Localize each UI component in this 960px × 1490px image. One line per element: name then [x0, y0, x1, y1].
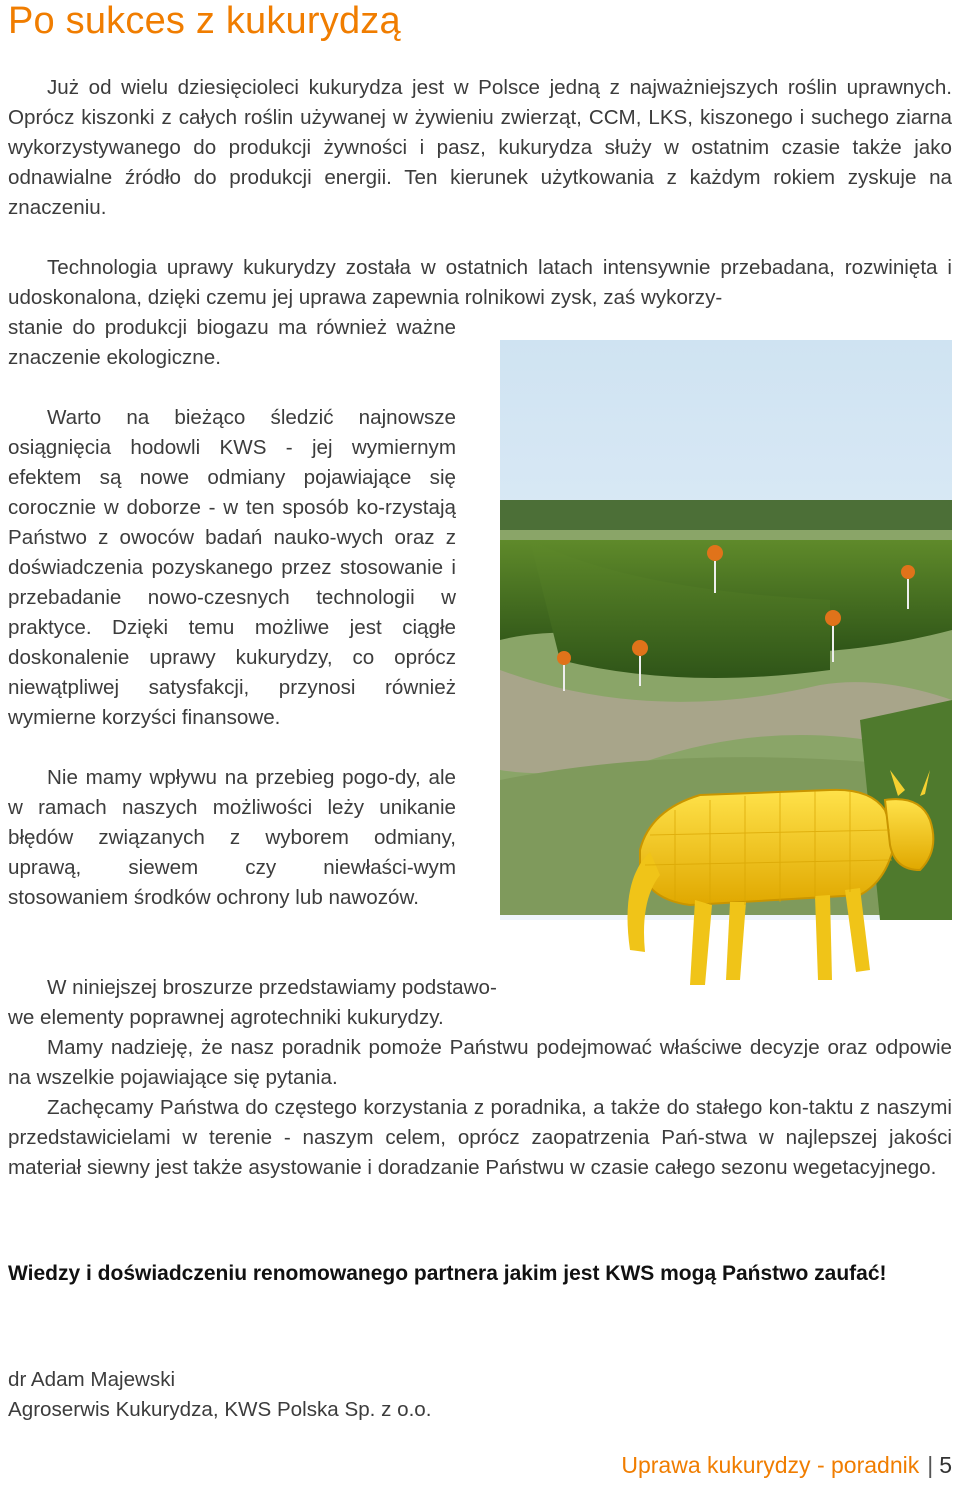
brochure-paragraph-cont: we elementy poprawnej agrotechniki kukurydzy.	[8, 1006, 444, 1029]
weather-paragraph: Nie mamy wpływu na przebieg pogo-dy, ale w ramach naszych możliwości leży unikanie błędów związanych z wyborem odmiany, uprawą, siewem czy niewłaści-wym stosowaniem środków ochrony lub nawozów.	[8, 766, 456, 909]
encourage-paragraph: Zachęcamy Państwa do częstego korzystania z poradnika, a także do stałego kon-taktu z naszymi przedstawicielami w terenie - naszym celem, oprócz zaopatrzenia Pań-stwa w najlepszej jakości materiał siewny jest także asystowanie i doradzanie Państwu w czasie całego sezonu wegetacyjnego.	[8, 1096, 952, 1179]
intro-paragraph: Już od wielu dziesięcioleci kukurydza jest w Polsce jedną z najważniejszych roślin uprawnych. Oprócz kiszonki z całych roślin używanej w żywieniu zwierząt, CCM, LKS, kiszonego i suchego ziarna wykorzystywanego do produkcji żywności i pasz, kukurydza służy w ostatnim czasie także jako odnawialne źródło do produkcji energii. Ten kierunek użytkowania z każdym rokiem zyskuje na znaczeniu.	[8, 76, 952, 219]
author-affiliation: Agroserwis Kukurydza, KWS Polska Sp. z o.o.	[8, 1398, 432, 1421]
technology-paragraph-cont: stanie do produkcji biogazu ma również ważne znaczenie ekologiczne.	[8, 316, 456, 369]
corn-field-illustration	[500, 340, 952, 1006]
brochure-paragraph: W niniejszej broszurze przedstawiamy podstawo-	[47, 976, 497, 999]
page-footer	[621, 1452, 952, 1479]
author-name: dr Adam Majewski	[8, 1368, 176, 1391]
page-title: Po sukces z kukurydzą	[8, 0, 401, 42]
technology-paragraph: Technologia uprawy kukurydzy została w ostatnich latach intensywnie przebadana, rozwinięta i udoskonalona, dzięki czemu jej uprawa zapewnia rolnikowi zysk, zaś wykorzy-	[8, 256, 952, 309]
kws-paragraph: Warto na bieżąco śledzić najnowsze osiągnięcia hodowli KWS - jej wymiernym efektem są nowe odmiany pojawiające się corocznie w doborze - w ten sposób ko-rzystają Państwo z owoców badań nauko-wych oraz z doświadczenia pozyskanego przez stosowanie i przebadanie nowo-czesnych technologii w praktyce. Dzięki temu możliwe jest ciągłe doskonalenie uprawy kukurydzy, co oprócz niewątpliwej satysfakcji, przynosi również wymierne korzyści finansowe.	[8, 406, 456, 729]
hope-paragraph: Mamy nadzieję, że nasz poradnik pomoże Państwu podejmować właściwe decyzje oraz odpowie na wszelkie pojawiające się pytania.	[8, 1036, 952, 1089]
footer-separator: |	[927, 1452, 934, 1478]
footer-label: Uprawa kukurydzy - poradnik	[621, 1452, 920, 1478]
closing-statement: Wiedzy i doświadczeniu renomowanego partnera jakim jest KWS mogą Państwo zaufać!	[8, 1262, 887, 1285]
page-number: 5	[939, 1452, 952, 1478]
